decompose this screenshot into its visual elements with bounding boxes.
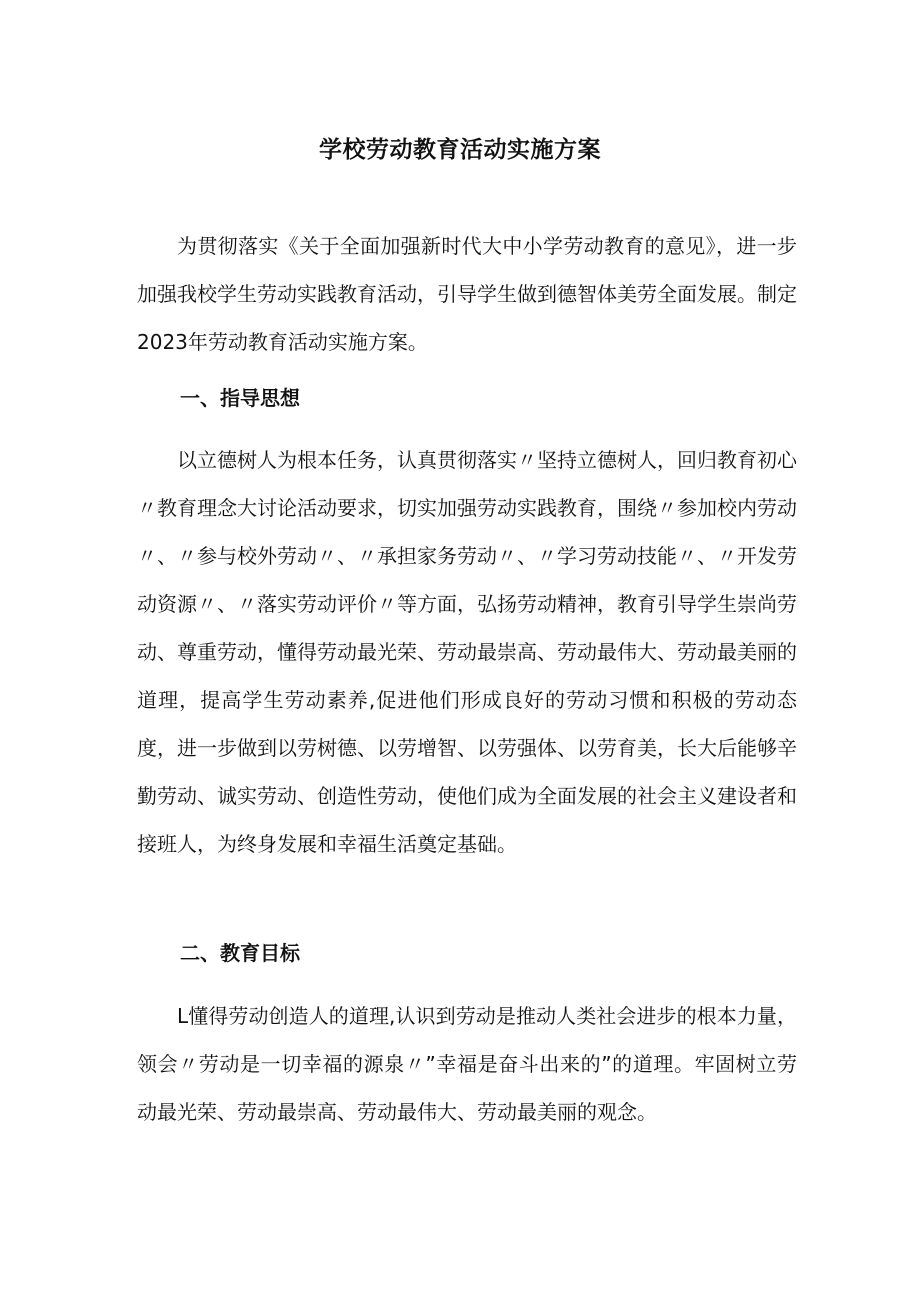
document-title: 学校劳动教育活动实施方案 [319,137,601,164]
section-heading-education-goals: 二、教育目标 [180,941,300,965]
intro-paragraph: 为贯彻落实《关于全面加强新时代大中小学劳动教育的意见》，进一步加强我校学生劳动实践教育活动，引导学生做到德智体美劳全面发展。制定2023年劳动教育活动实施方案。 [137,234,797,354]
section-paragraph-education-goals: L懂得劳动创造人的道理,认识到劳动是推动人类社会进步的根本力量，领会〃劳动是一切幸福的源泉〃”幸福是奋斗出来的”的道理。牢固树立劳动最光荣、劳动最崇高、劳动最伟大、劳动最美丽的观念。 [137,1004,797,1124]
section-heading-guiding-ideology: 一、指导思想 [180,386,300,410]
section-paragraph-guiding-ideology: 以立德树人为根本任务，认真贯彻落实〃坚持立德树人，回归教育初心〃教育理念大讨论活动要求，切实加强劳动实践教育，围绕〃参加校内劳动〃、〃参与校外劳动〃、〃承担家务劳动〃、〃学习劳动技能〃、〃开发劳动资源〃、〃落实劳动评价〃等方面，弘扬劳动精神，教育引导学生崇尚劳动、尊重劳动，懂得劳动最光荣、劳动最崇高、劳动最伟大、劳动最美丽的道理，提高学生劳动素养,促进他们形成良好的劳动习惯和积极的劳动态度，进一步做到以劳树德、以劳增智、以劳强体、以劳育美，长大后能够辛勤劳动、诚实劳动、创造性劳动，使他们成为全面发展的社会主义建设者和接班人，为终身发展和幸福生活奠定基础。 [137,448,797,856]
